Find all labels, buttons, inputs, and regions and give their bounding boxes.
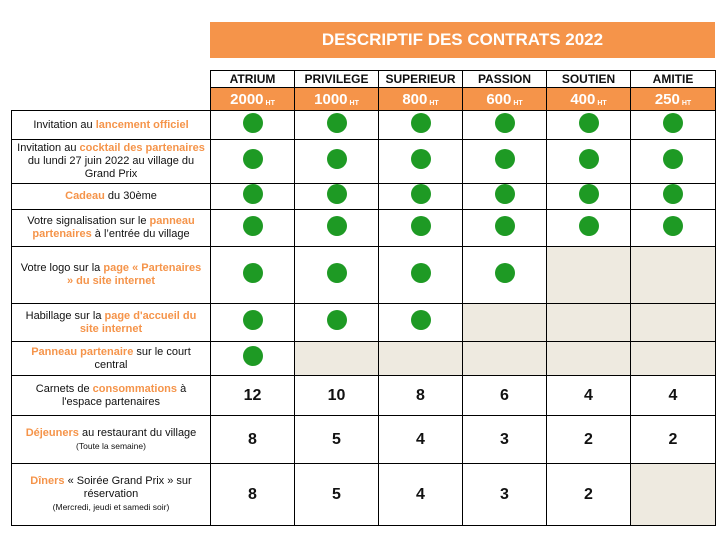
not-included-cell bbox=[631, 247, 716, 304]
feature-label bbox=[12, 416, 211, 464]
table-row bbox=[12, 304, 716, 342]
quantity-cell: 4 bbox=[631, 376, 716, 416]
not-included-cell bbox=[547, 247, 631, 304]
included-cell bbox=[631, 140, 716, 184]
included-dot-icon bbox=[579, 184, 599, 204]
included-cell bbox=[379, 111, 463, 140]
included-cell bbox=[211, 342, 295, 376]
not-included-cell bbox=[463, 342, 547, 376]
included-dot-icon bbox=[663, 149, 683, 169]
included-dot-icon bbox=[663, 184, 683, 204]
included-cell bbox=[295, 210, 379, 247]
feature-highlight: lancement officiel bbox=[95, 118, 189, 131]
contract-price: 250 HT bbox=[631, 88, 716, 111]
included-dot-icon bbox=[495, 263, 515, 283]
quantity-cell: 3 bbox=[463, 464, 547, 526]
quantity-cell: 4 bbox=[379, 464, 463, 526]
included-dot-icon bbox=[663, 216, 683, 236]
quantity-cell: 8 bbox=[379, 376, 463, 416]
included-cell bbox=[547, 111, 631, 140]
quantity-cell: 2 bbox=[547, 416, 631, 464]
included-cell bbox=[463, 247, 547, 304]
included-cell bbox=[463, 140, 547, 184]
included-dot-icon bbox=[411, 310, 431, 330]
contracts-table bbox=[11, 70, 716, 526]
feature-label bbox=[12, 210, 211, 247]
not-included-cell bbox=[631, 304, 716, 342]
included-dot-icon bbox=[411, 113, 431, 133]
included-dot-icon bbox=[411, 184, 431, 204]
included-dot-icon bbox=[495, 216, 515, 236]
page-title: DESCRIPTIF DES CONTRATS 2022 bbox=[210, 22, 715, 58]
not-included-cell bbox=[295, 342, 379, 376]
feature-text: à l’entrée du village bbox=[91, 228, 190, 240]
feature-highlight: page « Partenaires » du site internet bbox=[66, 262, 202, 287]
included-cell bbox=[211, 304, 295, 342]
included-dot-icon bbox=[243, 216, 263, 236]
not-included-cell bbox=[463, 304, 547, 342]
included-cell bbox=[211, 247, 295, 304]
not-included-cell bbox=[631, 464, 716, 526]
included-dot-icon bbox=[243, 113, 263, 133]
quantity-cell: 2 bbox=[631, 416, 716, 464]
feature-label bbox=[12, 111, 211, 140]
feature-highlight: Dîners bbox=[30, 475, 65, 487]
quantity-cell: 4 bbox=[379, 416, 463, 464]
included-cell bbox=[379, 304, 463, 342]
included-cell bbox=[547, 184, 631, 210]
not-included-cell bbox=[631, 342, 716, 376]
contract-price: 400 HT bbox=[547, 88, 631, 111]
contract-price: 600 HT bbox=[463, 88, 547, 111]
quantity-cell: 8 bbox=[211, 464, 295, 526]
included-cell bbox=[547, 140, 631, 184]
feature-text: du 30ème bbox=[104, 190, 157, 202]
included-dot-icon bbox=[327, 263, 347, 283]
header-names-row bbox=[12, 71, 716, 88]
quantity-cell: 2 bbox=[547, 464, 631, 526]
quantity-cell: 12 bbox=[211, 376, 295, 416]
included-cell bbox=[463, 184, 547, 210]
quantity-cell: 10 bbox=[295, 376, 379, 416]
quantity-cell: 6 bbox=[463, 376, 547, 416]
feature-text: du lundi 27 juin 2022 au village du Grand Prix bbox=[27, 155, 195, 180]
feature-highlight: Déjeuners bbox=[25, 426, 79, 439]
contract-price: 2000 HT bbox=[211, 88, 295, 111]
feature-note: (Mercredi, jeudi et samedi soir) bbox=[52, 502, 170, 512]
included-cell bbox=[463, 111, 547, 140]
included-cell bbox=[211, 210, 295, 247]
included-dot-icon bbox=[243, 184, 263, 204]
included-cell bbox=[295, 304, 379, 342]
included-dot-icon bbox=[579, 149, 599, 169]
quantity-cell: 5 bbox=[295, 416, 379, 464]
feature-text: à l'espace partenaires bbox=[61, 382, 187, 408]
table-row bbox=[12, 247, 716, 304]
contract-name: SOUTIEN bbox=[547, 71, 631, 88]
included-dot-icon bbox=[327, 216, 347, 236]
feature-text: Carnets de bbox=[35, 382, 93, 395]
included-cell bbox=[295, 140, 379, 184]
included-dot-icon bbox=[495, 184, 515, 204]
not-included-cell bbox=[379, 342, 463, 376]
included-dot-icon bbox=[243, 149, 263, 169]
feature-highlight: cocktail des partenaires bbox=[79, 142, 205, 154]
included-dot-icon bbox=[663, 113, 683, 133]
feature-highlight: page d'accueil du site internet bbox=[79, 309, 197, 335]
feature-text: Votre logo sur la bbox=[20, 262, 104, 274]
feature-label bbox=[12, 140, 211, 184]
feature-note: (Toute la semaine) bbox=[76, 440, 146, 451]
table-row bbox=[12, 184, 716, 210]
header-corner bbox=[12, 71, 211, 111]
feature-label bbox=[12, 376, 211, 416]
included-dot-icon bbox=[327, 184, 347, 204]
table-row bbox=[12, 111, 716, 140]
included-dot-icon bbox=[411, 149, 431, 169]
not-included-cell bbox=[547, 304, 631, 342]
included-dot-icon bbox=[411, 263, 431, 283]
included-cell bbox=[379, 247, 463, 304]
included-cell bbox=[211, 140, 295, 184]
feature-text: « Soirée Grand Prix » sur réservation bbox=[64, 475, 192, 500]
included-dot-icon bbox=[327, 113, 347, 133]
feature-label bbox=[12, 247, 211, 304]
table-row bbox=[12, 140, 716, 184]
included-cell bbox=[211, 111, 295, 140]
feature-label bbox=[12, 464, 211, 526]
quantity-cell: 4 bbox=[547, 376, 631, 416]
feature-text: Invitation au bbox=[33, 118, 96, 131]
included-dot-icon bbox=[243, 346, 263, 366]
feature-text: au restaurant du village bbox=[78, 426, 197, 439]
included-cell bbox=[295, 247, 379, 304]
included-cell bbox=[211, 184, 295, 210]
included-dot-icon bbox=[411, 216, 431, 236]
feature-text: Invitation au bbox=[17, 142, 80, 154]
quantity-cell: 8 bbox=[211, 416, 295, 464]
feature-text: sur le court central bbox=[94, 345, 191, 371]
table-row bbox=[12, 464, 716, 526]
included-cell bbox=[547, 210, 631, 247]
contract-price: 800 HT bbox=[379, 88, 463, 111]
included-cell bbox=[463, 210, 547, 247]
feature-label bbox=[12, 342, 211, 376]
included-dot-icon bbox=[243, 263, 263, 283]
included-cell bbox=[631, 184, 716, 210]
included-dot-icon bbox=[495, 149, 515, 169]
feature-highlight: panneau partenaires bbox=[32, 215, 195, 240]
table-row bbox=[12, 210, 716, 247]
contract-name: PASSION bbox=[463, 71, 547, 88]
table-row bbox=[12, 342, 716, 376]
included-cell bbox=[295, 111, 379, 140]
feature-highlight: Panneau partenaire bbox=[31, 345, 134, 358]
included-dot-icon bbox=[243, 310, 263, 330]
included-cell bbox=[379, 140, 463, 184]
feature-text: Habillage sur la bbox=[25, 309, 105, 322]
included-dot-icon bbox=[495, 113, 515, 133]
included-dot-icon bbox=[327, 310, 347, 330]
table-row bbox=[12, 416, 716, 464]
quantity-cell: 3 bbox=[463, 416, 547, 464]
included-cell bbox=[295, 184, 379, 210]
included-cell bbox=[631, 210, 716, 247]
feature-highlight: consommations bbox=[92, 382, 178, 395]
feature-text: Votre signalisation sur le bbox=[27, 215, 150, 227]
table-row bbox=[12, 376, 716, 416]
contract-name: ATRIUM bbox=[211, 71, 295, 88]
included-cell bbox=[379, 184, 463, 210]
contract-name: SUPERIEUR bbox=[379, 71, 463, 88]
included-cell bbox=[379, 210, 463, 247]
contract-name: PRIVILEGE bbox=[295, 71, 379, 88]
included-cell bbox=[631, 111, 716, 140]
included-dot-icon bbox=[579, 216, 599, 236]
quantity-cell: 5 bbox=[295, 464, 379, 526]
feature-label bbox=[12, 304, 211, 342]
contract-name: AMITIE bbox=[631, 71, 716, 88]
feature-label bbox=[12, 184, 211, 210]
contract-price: 1000 HT bbox=[295, 88, 379, 111]
feature-highlight: Cadeau bbox=[65, 190, 105, 202]
not-included-cell bbox=[547, 342, 631, 376]
included-dot-icon bbox=[327, 149, 347, 169]
included-dot-icon bbox=[579, 113, 599, 133]
